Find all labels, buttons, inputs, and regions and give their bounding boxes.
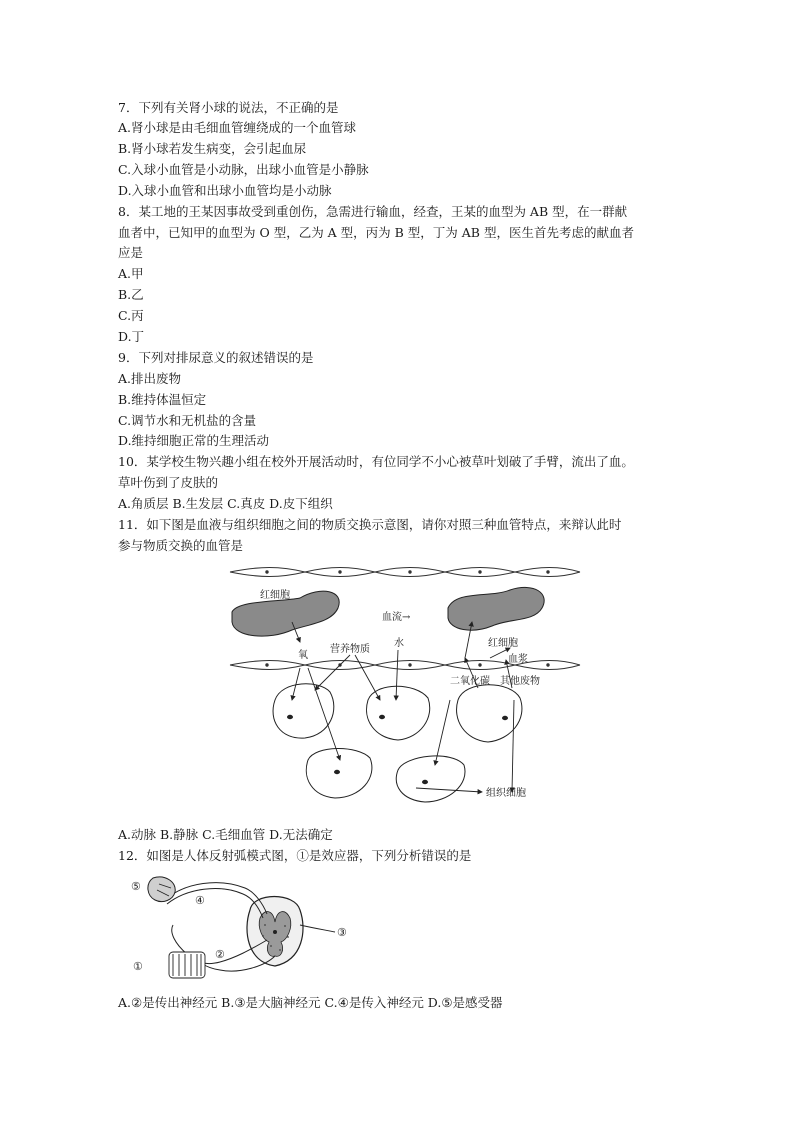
label-other-waste: 其他废物 bbox=[500, 676, 540, 687]
label-2: ② bbox=[215, 948, 225, 961]
tissue-cells bbox=[273, 684, 522, 802]
label-water: 水 bbox=[394, 638, 404, 649]
receptor-skin bbox=[148, 877, 175, 902]
q10-stem-line-2: 草叶伤到了皮肤的 bbox=[118, 475, 219, 490]
label-co2: 二氧化碳 bbox=[450, 676, 490, 687]
label-nutrients: 营养物质 bbox=[330, 644, 370, 655]
cell-nuclei bbox=[287, 715, 508, 784]
q12-stem: 12．如图是人体反射弧模式图，①是效应器，下列分析错误的是 bbox=[118, 848, 472, 863]
label-1: ① bbox=[133, 960, 143, 973]
q11-stem-line-1: 11．如下图是血液与组织细胞之间的物质交换示意图，请你对照三种血管特点，来辩认此时 bbox=[118, 517, 622, 532]
q8-option-d: D.丁 bbox=[118, 329, 145, 344]
label-rbc-left: 红细胞 bbox=[260, 590, 290, 601]
q11-options: A.动脉 B.静脉 C.毛细血管 D.无法确定 bbox=[118, 827, 333, 842]
q9-option-b: B.维持体温恒定 bbox=[118, 392, 207, 407]
q9-option-d: D.维持细胞正常的生理活动 bbox=[118, 433, 270, 448]
spinal-cord bbox=[247, 897, 303, 967]
tissue-cell-3 bbox=[457, 685, 522, 742]
q9-option-a: A.排出废物 bbox=[118, 371, 182, 386]
q8-option-b: B.乙 bbox=[118, 287, 144, 302]
q12-options: A.②是传出神经元 B.③是大脑神经元 C.④是传入神经元 D.⑤是感受器 bbox=[118, 995, 503, 1010]
effector-muscle bbox=[169, 952, 205, 978]
label-tissue-cell: 组织细胞 bbox=[486, 788, 526, 799]
q8-stem-line-3: 应是 bbox=[118, 245, 144, 260]
q11-stem-line-2: 参与物质交换的血管是 bbox=[118, 538, 244, 553]
tissue-cell-5 bbox=[396, 756, 465, 802]
label-4: ④ bbox=[195, 894, 205, 907]
red-blood-cell-right bbox=[448, 587, 544, 630]
q8-stem-line-2: 血者中，已知甲的血型为 O 型，乙为 A 型，丙为 B 型，丁为 AB 型，医生首先考虑的献血者 bbox=[118, 225, 634, 240]
q7-option-d: D.入球小血管和出球小血管均是小动脉 bbox=[118, 183, 332, 198]
label-5: ⑤ bbox=[131, 880, 141, 893]
q11-figure bbox=[220, 560, 590, 815]
q8-option-c: C.丙 bbox=[118, 308, 144, 323]
vessel-wall-top bbox=[230, 568, 580, 577]
capillary-exchange-diagram bbox=[220, 560, 590, 815]
q8-stem-line-1: 8．某工地的王某因事故受到重创伤，急需进行输血，经查，王某的血型为 AB 型，在一群献 bbox=[118, 204, 628, 219]
q7-stem: 7．下列有关肾小球的说法，不正确的是 bbox=[118, 100, 339, 115]
q10-options: A.角质层 B.生发层 C.真皮 D.皮下组织 bbox=[118, 496, 333, 511]
q7-option-a: A.肾小球是由毛细血管缠绕成的一个血管球 bbox=[118, 120, 357, 135]
label-rbc-right: 红细胞 bbox=[488, 638, 518, 649]
label-blood-flow: 血流→ bbox=[382, 612, 411, 623]
q10-stem-line-1: 10．某学校生物兴趣小组在校外开展活动时，有位同学不小心被草叶划破了手臂，流出了血。 bbox=[118, 454, 634, 469]
q12-figure bbox=[125, 870, 350, 985]
tissue-cell-1 bbox=[273, 684, 334, 738]
label-3: ③ bbox=[337, 926, 347, 939]
q9-stem: 9．下列对排尿意义的叙述错误的是 bbox=[118, 350, 314, 365]
reflex-arc-diagram bbox=[125, 870, 350, 985]
q7-option-c: C.入球小血管是小动脉，出球小血管是小静脉 bbox=[118, 162, 369, 177]
label-plasma: 血浆 bbox=[508, 654, 528, 665]
label-oxygen: 氧 bbox=[298, 650, 308, 661]
q7-option-b: B.肾小球若发生病变，会引起血尿 bbox=[118, 141, 307, 156]
tissue-cell-2 bbox=[367, 686, 430, 740]
q8-option-a: A.甲 bbox=[118, 266, 144, 281]
q9-option-c: C.调节水和无机盐的含量 bbox=[118, 413, 257, 428]
